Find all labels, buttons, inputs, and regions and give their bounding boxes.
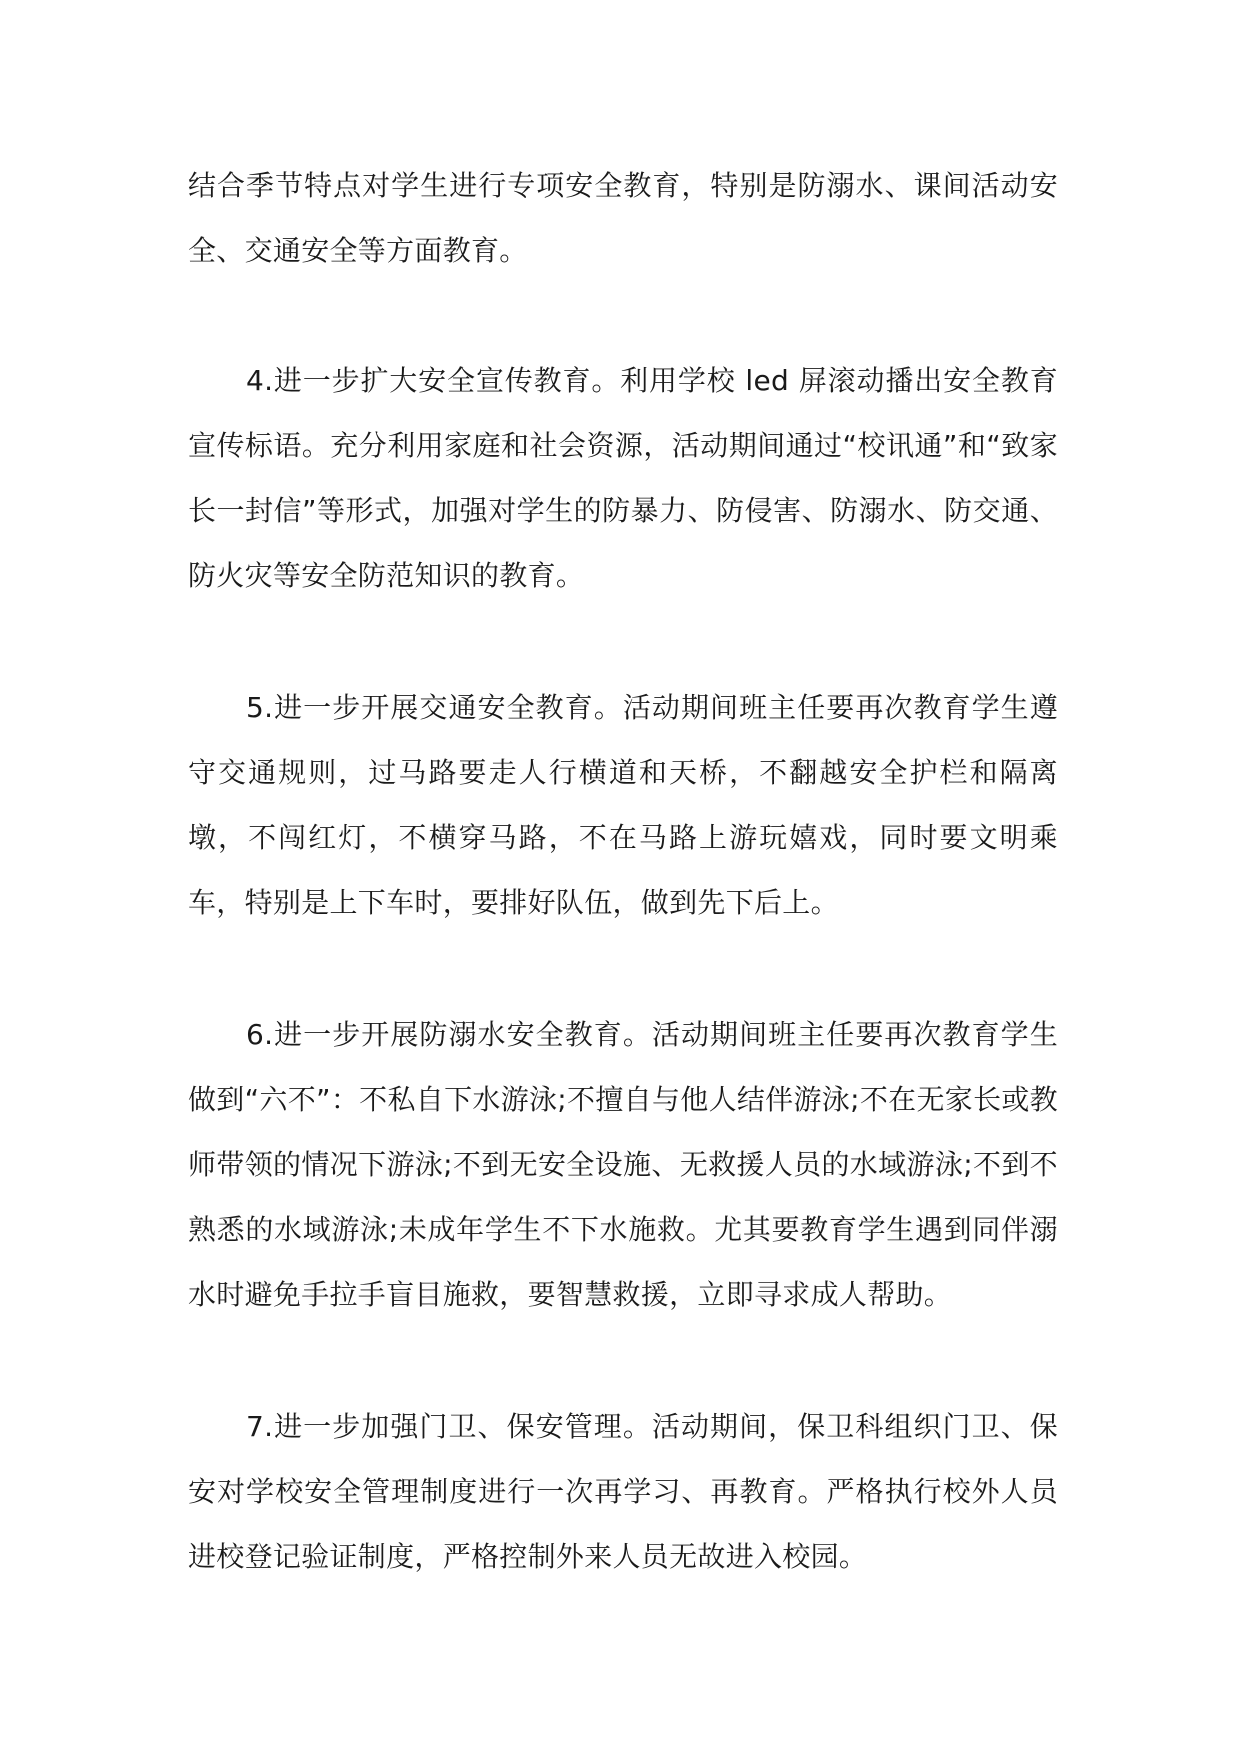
paragraph-continuation: 结合季节特点对学生进行专项安全教育，特别是防溺水、课间活动安全、交通安全等方面教育。 (188, 169, 1058, 267)
paragraph-item-6: 6.进一步开展防溺水安全教育。活动期间班主任要再次教育学生做到“六不”：不私自下水游泳;不擅自与他人结伴游泳;不在无家长或教师带领的情况下游泳;不到无安全设施、无救援人员的水域游泳;不到不熟悉的水域游泳;未成年学生不下水施救。尤其要教育学生遇到同伴溺水时避免手拉手盲目施救，要智慧救援，立即寻求成人帮助。 (188, 1018, 1058, 1311)
paragraph-item-7: 7.进一步加强门卫、保安管理。活动期间，保卫科组织门卫、保安对学校安全管理制度进行一次再学习、再教育。严格执行校外人员进校登记验证制度，严格控制外来人员无故进入校园。 (188, 1410, 1058, 1573)
paragraph-item-5: 5.进一步开展交通安全教育。活动期间班主任要再次教育学生遵守交通规则，过马路要走人行横道和天桥，不翻越安全护栏和隔离墩，不闯红灯，不横穿马路，不在马路上游玩嬉戏，同时要文明乘车，特别是上下车时，要排好队伍，做到先下后上。 (188, 691, 1058, 919)
paragraph-item-4: 4.进一步扩大安全宣传教育。利用学校 led 屏滚动播出安全教育宣传标语。充分利用家庭和社会资源，活动期间通过“校讯通”和“致家长一封信”等形式，加强对学生的防暴力、防侵害、防溺水、防交通、防火灾等安全防范知识的教育。 (188, 364, 1058, 592)
